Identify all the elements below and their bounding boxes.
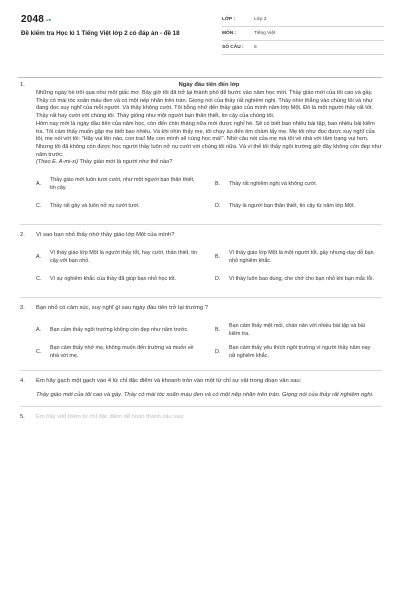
option-a[interactable]: A. Vì thầy giáo lớp Một là người thầy tốt, hay cười, thân thiết, tin cậy với bạn nhỏ. <box>36 250 197 264</box>
question-3 <box>20 305 382 364</box>
question-prompt: Em hãy gạch một gạch vào 4 từ chỉ đặc điểm và khoanh tròn vào một từ chỉ sự vật trong đoạn văn sau: <box>36 377 302 384</box>
option-b[interactable]: B. Vì thầy giáo lớp Một là một người tốt, gầy nhưng dạy dỗ bạn nhỏ nghiêm khắc. <box>215 250 374 264</box>
option-b[interactable]: B. Bạn cảm thấy mệt mỏi, chán nản với nhiều bài tập và bài kiểm tra. <box>215 323 365 337</box>
meta-row-count <box>222 41 384 55</box>
option-c[interactable]: C. Vì sự nghiêm khắc của thầy đã giúp bạn nhỏ học tốt. <box>36 276 177 283</box>
document-title: Đề kiểm tra Học kì 1 Tiếng Việt lớp 2 có đáp án - đề 18 <box>21 30 180 37</box>
question-divider <box>20 297 382 298</box>
question-2 <box>20 232 382 291</box>
option-a[interactable]: A. Bạn cảm thấy ngôi trường không còn đẹp như năm trước. <box>36 326 189 333</box>
meta-table <box>222 13 384 55</box>
logo-suffix: .vn <box>45 17 52 22</box>
question-prompt: Em hãy viết thêm từ chỉ đặc điểm để hoàn thành câu sau: <box>36 414 185 421</box>
meta-key: LỚP : <box>222 17 236 22</box>
logo-text: 2048 <box>21 14 45 25</box>
question-number: 2. <box>20 232 25 239</box>
option-b[interactable]: B. Thầy rất nghiêm nghị và không cười. <box>215 181 318 188</box>
questions-list <box>20 82 382 422</box>
meta-key: SỐ CÂU : <box>222 45 244 50</box>
options-grid <box>36 247 382 291</box>
question-5 <box>20 414 382 422</box>
question-number: 3. <box>20 304 25 311</box>
passage-paragraph-2: Hôm nay mới là ngày đầu tiên của năm học, còn đến chín tháng nữa mới được nghỉ hè. Sẽ có biết bao nhiêu bài tập, bao nhiêu bài kiểm tra. Tôi cảm thấy muốn gặp mẹ biết bao nhiêu. Và khi nhìn thấy mẹ, tôi chạy ào đến ôm chầm lấy mẹ. Mẹ tôi như đọc được suy nghĩ của tôi, mẹ nói với tôi: "Hãy vui lên nào, con trai! Mẹ con mình sẽ cùng học mà!". Nhờ câu nói của mẹ mà tôi về nhà với tâm trạng vui hơn. Nhưng tôi đã không còn được học người thầy luôn nở nụ cười với chúng tôi nữa. Và vì thế tôi thấy ngôi trường giờ đây không còn đẹp như năm trước. <box>36 120 382 158</box>
question-divider <box>20 224 382 225</box>
question-prompt: Vì sao bạn nhỏ thấy nhớ thầy giáo lớp Một của mình? <box>36 232 175 239</box>
header-divider <box>18 77 382 78</box>
question-4 <box>20 378 382 401</box>
question-prompt: Bạn nhỏ có cảm xúc, suy nghĩ gì sau ngày đầu tiên trở lại trường ? <box>36 304 208 311</box>
question-divider <box>20 370 382 371</box>
meta-value: Lớp 2 <box>254 17 267 22</box>
meta-key: MÔN : <box>222 31 237 36</box>
passage-paragraph-1: Những ngày hè trôi qua như một giấc mơ. Bây giờ tôi đã trở lại thành phố để bước vào năm học mới. Thầy giáo mới của tôi cao và gầy. Thầy có mái tóc xoăn màu đen và có một nếp nhăn trên trán. Giọng nói của thầy rất nghiêm nghị. Thầy nhìn thẳng vào chúng tôi và như đang đọc suy nghĩ của mỗi người. Và thầy không cười. Tôi bỗng nhớ đến thầy giáo của mình năm lớp Một. Đó là một người thầy rất tốt. Thầy rất hay cười với chúng tôi. Thầy giống như một người bạn thân thiết, tin cậy của chúng tôi. <box>36 90 373 120</box>
passage-title: Ngày đầu tiên đến lớp <box>178 82 240 88</box>
option-d[interactable]: D. Thầy là người bạn thân thiết, tin cậy từ năm lớp Một. <box>215 203 356 210</box>
option-d[interactable]: D. Bạn cảm thấy yêu thích ngôi trường vì người thầy năm nay rất nghiêm khắc. <box>215 345 371 359</box>
option-a[interactable]: A. Thầy giáo mới luôn tươi cười, như một người bạn thân thiết, tin cậy. <box>36 177 195 192</box>
question-number: 5. <box>20 414 25 421</box>
question-divider <box>20 406 382 407</box>
question-number: 4. <box>20 377 25 384</box>
page-header <box>0 0 400 62</box>
quoted-passage: Thầy giáo mới của tôi cao và gầy. Thầy có mái tóc xoăn màu đen và có một nếp nhăn trên trán. Giọng nói của thầy rất nghiêm nghị. <box>36 392 374 399</box>
meta-value: 8 <box>254 45 257 50</box>
options-grid <box>36 320 382 364</box>
meta-value: Tiếng Việt <box>254 31 276 36</box>
option-d[interactable]: D. Vì thầy luôn bao dung, che chở cho bạn nhỏ khi bạn mắc lỗi. <box>215 276 374 283</box>
passage-source: (Theo E. A-mi-xi) <box>36 159 79 166</box>
meta-row-grade <box>222 13 384 27</box>
question-1 <box>20 82 382 218</box>
meta-row-subject <box>222 27 384 41</box>
option-c[interactable]: C. Thầy rất gầy và luôn nở nụ cười tươi. <box>36 203 140 210</box>
question-prompt: Thầy giáo mới là người như thế nào? <box>79 159 173 166</box>
option-c[interactable]: C. Bạn cảm thấy nhớ mẹ, không muốn đến trường và muốn về nhà với mẹ. <box>36 345 194 359</box>
options-grid <box>36 174 382 218</box>
question-number: 1. <box>20 82 25 88</box>
site-logo[interactable] <box>21 14 51 25</box>
